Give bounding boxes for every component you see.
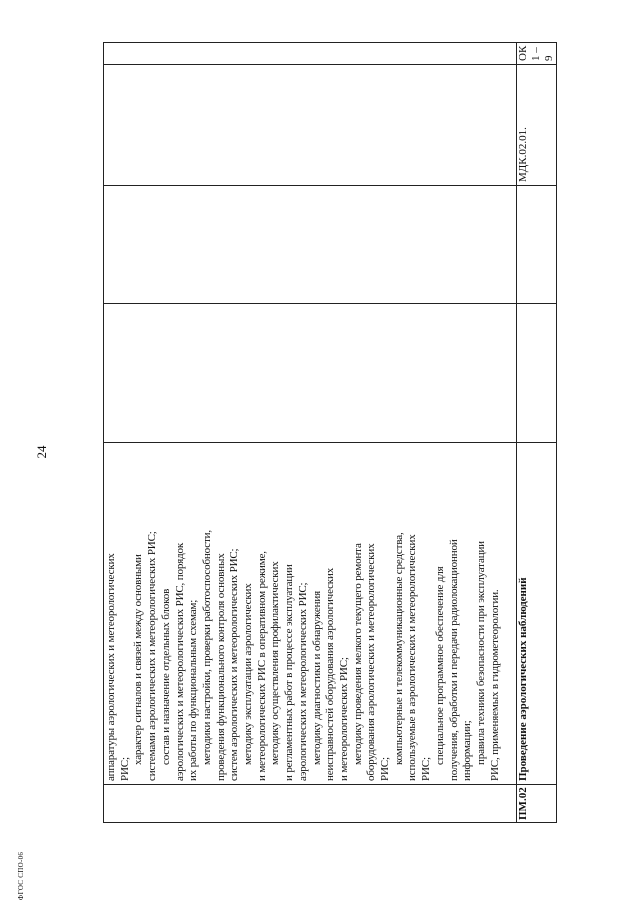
- description-line: специальное программное обеспечение для: [433, 566, 446, 765]
- standard-table: [103, 42, 557, 823]
- description-line: методику осуществления профилактических: [269, 561, 282, 765]
- content-row: [104, 43, 517, 823]
- description-line: характер сигналов и связей между основными: [132, 554, 145, 765]
- module-code: ПМ.02: [517, 785, 557, 823]
- standard-table-wrapper: [103, 43, 557, 823]
- description-line: компьютерные и телекоммуникационные средства,: [392, 532, 405, 765]
- description-line: методику эксплуатации аэрологических: [242, 583, 255, 765]
- knowledge-description-cell: [104, 443, 517, 785]
- description-line: состав и назначение отдельных блоков: [159, 588, 172, 765]
- description-line: оборудования аэрологических и метеорологических: [365, 543, 378, 781]
- module-title: Проведение аэрологических наблюдений: [517, 443, 557, 785]
- description-line: и регламентных работ в процессе эксплуатации: [283, 564, 296, 781]
- description-line: аппаратуры аэрологических и метеорологических: [105, 553, 117, 781]
- description-line: методику диагностики и обнаружения: [310, 591, 323, 765]
- description-line: РИС;: [118, 757, 131, 781]
- description-line: системами аэрологических и метеорологических РИС;: [146, 531, 159, 781]
- module-hours-empty: [517, 304, 557, 443]
- description-line: и метеорологических РИС в оперативном режиме,: [255, 551, 268, 781]
- description-line: систем аэрологических и метеорологических РИС;: [228, 548, 241, 781]
- module-row: [517, 43, 557, 823]
- competencies-cell-empty: [104, 43, 517, 65]
- document-footer-code: ФГОС СПО-06: [17, 851, 25, 901]
- column-four-empty: [104, 186, 517, 304]
- description-line: РИС;: [379, 757, 392, 781]
- description-line: аэрологических и метеорологических РИС;: [296, 582, 309, 781]
- description-line: и метеорологических РИС;: [337, 657, 350, 781]
- description-line: РИС;: [420, 757, 433, 781]
- mdk-cell-empty: [104, 65, 517, 186]
- standard-table-rotated: [103, 43, 557, 823]
- description-line: информации;: [461, 720, 474, 781]
- description-line: проведения функционального контроля основных: [214, 553, 227, 781]
- description-line: РИС, применяемых в гидрометеорологии.: [488, 589, 501, 781]
- module-competencies: ОК 1 – 9: [517, 43, 557, 65]
- description-line: неисправностей оборудования аэрологических: [324, 567, 337, 781]
- page-number: 24: [34, 445, 49, 459]
- hours-cell-empty: [104, 304, 517, 443]
- module-mdk-code: МДК.02.01.: [517, 65, 557, 186]
- description-line: их работы по функциональным схемам;: [187, 599, 200, 781]
- description-line: методику проведения мелкого текущего ремонта: [351, 543, 364, 765]
- module-column-four-empty: [517, 186, 557, 304]
- description-line: методики настройки, проверки работоспособности,: [200, 530, 213, 765]
- description-line: аэрологических и метеорологических РИС, порядок: [173, 542, 186, 781]
- description-line: используемые в аэрологических и метеорологических: [406, 534, 419, 781]
- description-line: правила техники безопасности при эксплуатации: [474, 541, 487, 765]
- description-line: получения, обработки и передачи радиолокационной: [447, 539, 460, 781]
- code-cell-empty: [104, 785, 517, 823]
